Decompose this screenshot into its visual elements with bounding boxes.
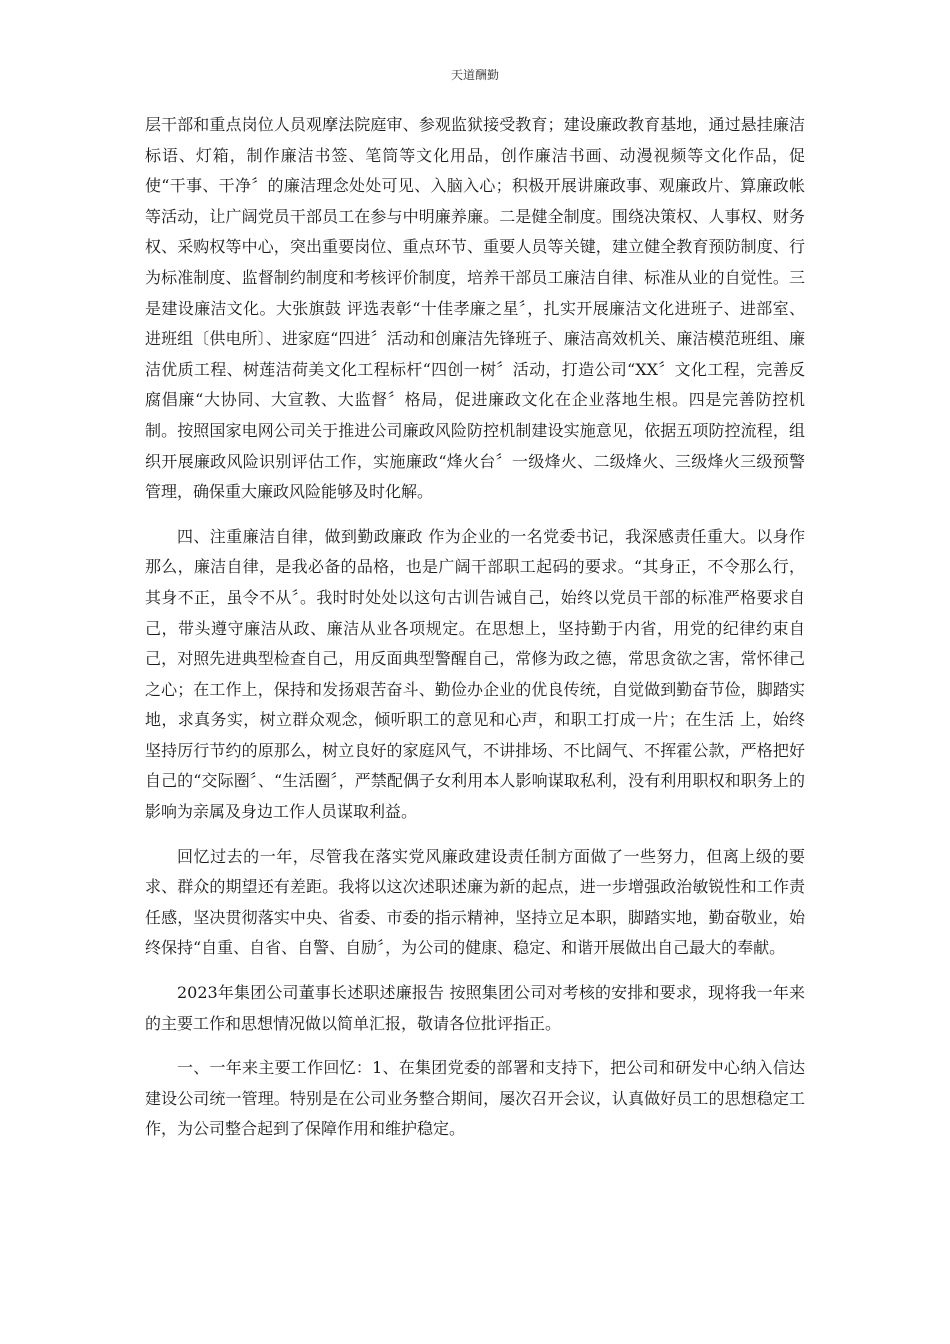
paragraph-review: 回忆过去的一年，尽管我在落实党风廉政建设责任制方面做了一些努力，但离上级的要求、群众的期望还有差距。我将以这次述职述廉为新的起点，进一步增强政治敏锐性和工作责任感，坚决贯彻落实中央、省委、市委的指示精神，坚持立足本职，脚踏实地，勤奋敬业，始终保持“自重、自省、自警、自励〞，为公司的健康、稳定、和谐开展做出自己最大的奉献。 bbox=[145, 846, 805, 958]
document-body bbox=[145, 110, 805, 1159]
paragraph-report-intro: 2023年集团公司董事长述职述廉报告 按照集团公司对考核的安排和要求，现将我一年来的主要工作和思想情况做以简单汇报，敬请各位批评指正。 bbox=[145, 983, 805, 1033]
paragraph-section-four: 四、注重廉洁自律，做到勤政廉政 作为企业的一名党委书记，我深感责任重大。以身作那么，廉洁自律，是我必备的品格，也是广阔干部职工起码的要求。“其身正，不令那么行，其身不正，虽令不从〞。我时时处处以这句古训告诫自己，始终以党员干部的标准严格要求自己，带头遵守廉洁从政、廉洁从业各项规定。在思想上，坚持勤于内省，用党的纪律约束自己，对照先进典型检查自己，用反面典型警醒自己，常修为政之德，常思贪欲之害，常怀律己之心；在工作上，保持和发扬艰苦奋斗、勤俭办企业的优良传统，自觉做到勤奋节俭，脚踏实地，求真务实，树立群众观念，倾听职工的意见和心声，和职工打成一片；在生活 上，始终坚持厉行节约的原那么，树立良好的家庭风气，不讲排场、不比阔气、不挥霍公款，严格把好自己的“交际圈〞、“生活圈〞，严禁配偶子女利用本人影响谋取私利，没有利用职权和职务上的影响为亲属及身边工作人员谋取利益。 bbox=[145, 526, 805, 822]
page-header: 天道酬勤 bbox=[450, 68, 499, 82]
paragraph-continued: 层干部和重点岗位人员观摩法院庭审、参观监狱接受教育；建设廉政教育基地，通过悬挂廉洁标语、灯箱，制作廉洁书签、笔筒等文化用品，创作廉洁书画、动漫视频等文化作品，促使“干事、干净〞的廉洁理念处处可见、入脑入心；积极开展讲廉政事、观廉政片、算廉政帐等活动，让广阔党员干部员工在参与中明廉养廉。二是健全制度。围绕决策权、人事权、财务权、采购权等中心，突出重要岗位、重点环节、重要人员等关键，建立健全教育预防制度、行为标准制度、监督制约制度和考核评价制度，培养干部员工廉洁自律、标准从业的自觉性。三是建设廉洁文化。大张旗鼓 评选表彰“十佳孝廉之星〞，扎实开展廉洁文化进班子、进部室、进班组〔供电所〕、进家庭“四进〞活动和创廉洁先锋班子、廉洁高效机关、廉洁模范班组、廉洁优质工程、树莲洁荷美文化工程标杆“四创一树〞活动，打造公司“XX〞文化工程，完善反腐倡廉“大协同、大宣教、大监督〞格局，促进廉政文化在企业落地生根。四是完善防控机制。按照国家电网公司关于推进公司廉政风险防控机制建设实施意见，依据五项防控流程，组织开展廉政风险识别评估工作，实施廉政“烽火台〞一级烽火、二级烽火、三级烽火三级预警管理，确保重大廉政风险能够及时化解。 bbox=[145, 115, 805, 502]
paragraph-work-review: 一、一年来主要工作回忆：1、在集团党委的部署和支持下，把公司和研发中心纳入信达建设公司统一管理。特别是在公司业务整合期间，屡次召开会议，认真做好员工的思想稳定工作，为公司整合起到了保障作用和维护稳定。 bbox=[145, 1058, 805, 1139]
